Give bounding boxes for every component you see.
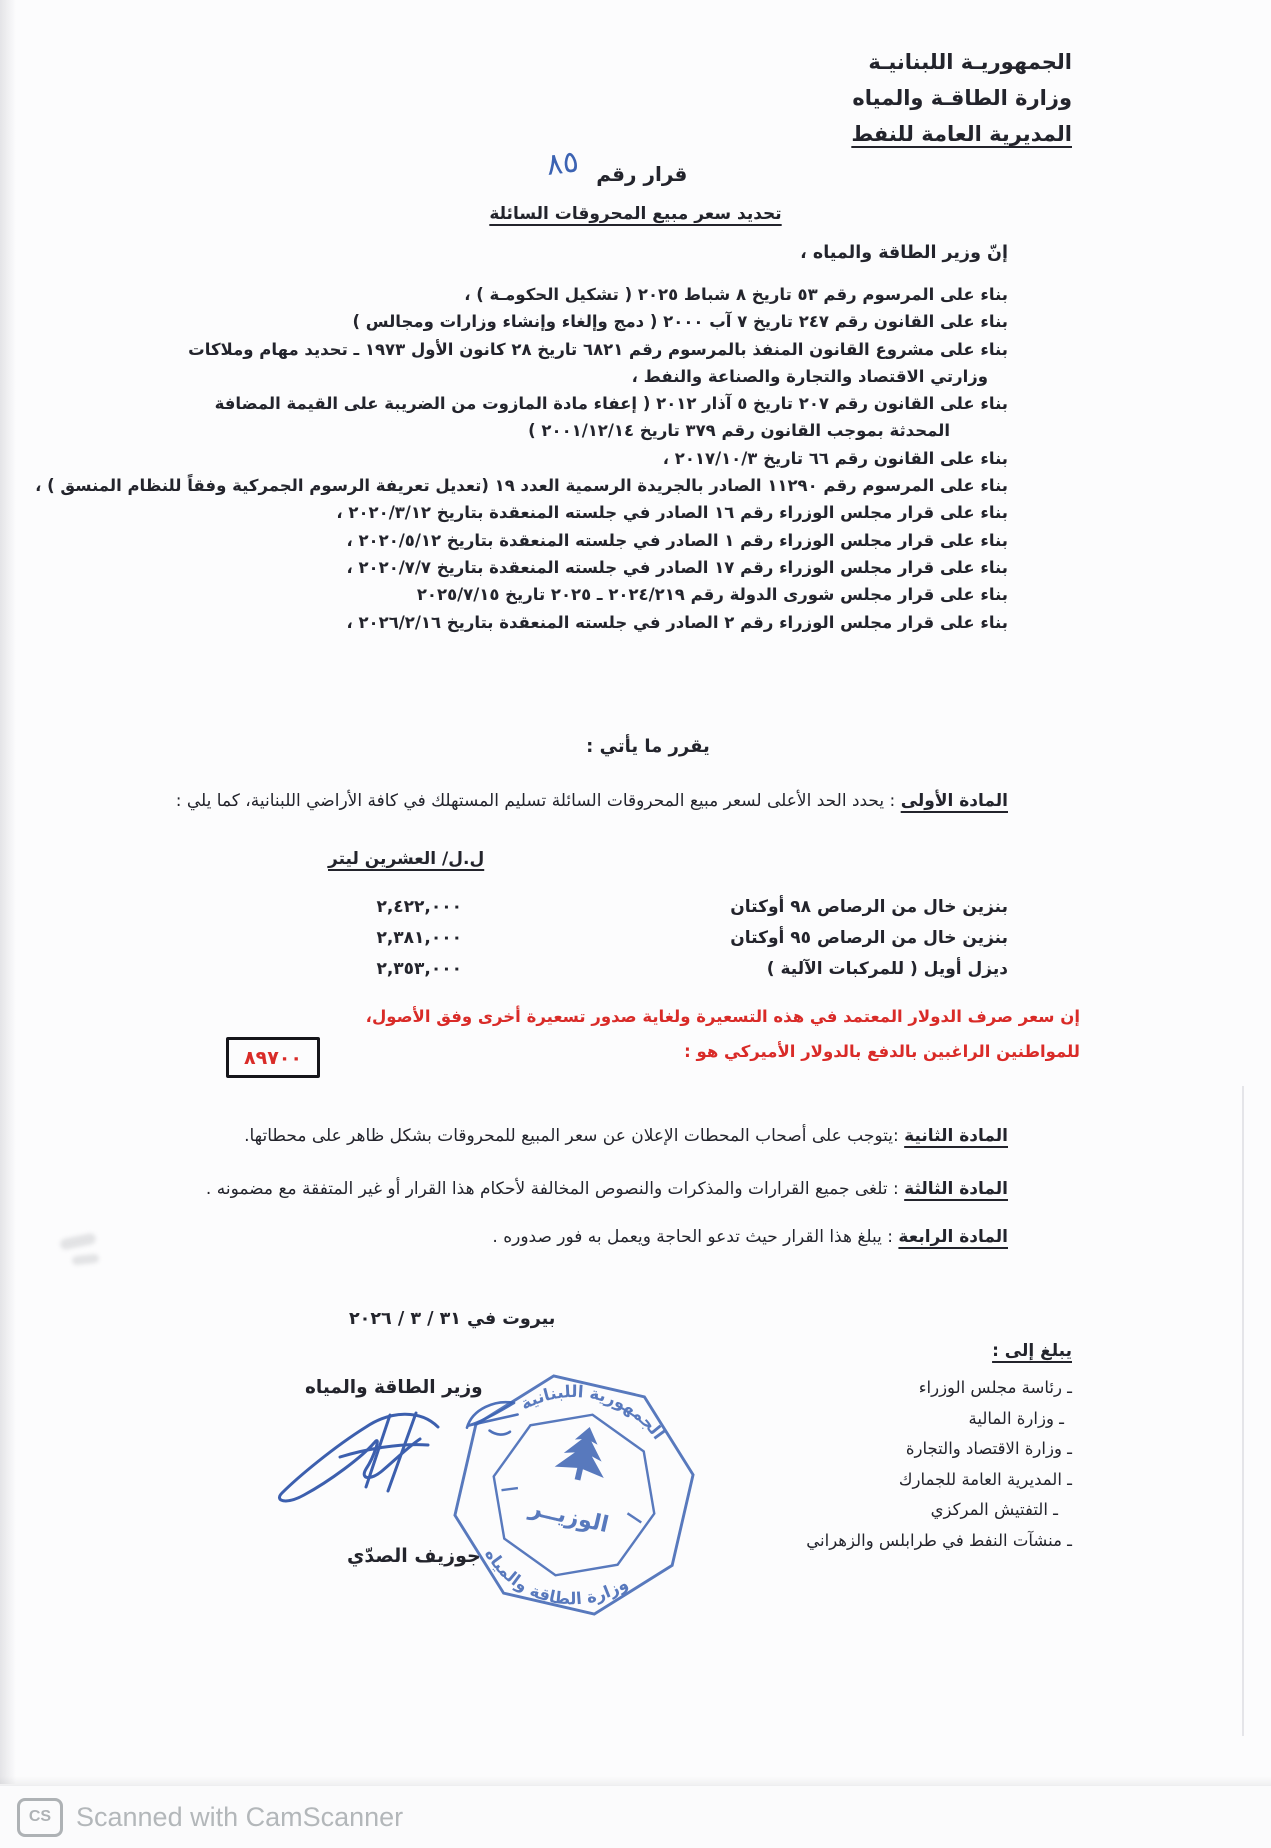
article-1	[176, 791, 1008, 811]
scan-shadow-left	[0, 0, 16, 1784]
preamble-line: بناء على قرار مجلس الوزراء رقم ١٦ الصادر في جلسته المنعقدة بتاريخ ٢٠٢٠/٣/١٢ ،	[336, 503, 1008, 523]
decision-title-label: قرار رقم	[596, 162, 688, 186]
article-2-label: المادة الثانية	[904, 1126, 1008, 1146]
distribution-item: ـ رئاسة مجلس الوزراء	[918, 1378, 1072, 1397]
stamp-dash	[626, 1513, 642, 1522]
product-price: ٢,٣٥٣,٠٠٠	[376, 959, 462, 979]
stamp-dash	[501, 1485, 517, 1494]
letterhead-republic: الجمهوريـة اللبنانيـة	[868, 50, 1072, 74]
scan-artifact-line	[1242, 1086, 1244, 1736]
preamble-line: بناء على قرار مجلس الوزراء رقم ١٧ الصادر في جلسته المنعقدة بتاريخ ٢٠٢٠/٧/٧ ،	[346, 557, 1008, 577]
camscanner-footer	[0, 1785, 1271, 1848]
preamble-line: بناء على المرسوم رقم ١١٢٩٠ الصادر بالجريدة الرسمية العدد ١٩ (تعديل تعريفة الرسوم الجمركية وفقاً للنظام المنسق ) ،	[35, 476, 1008, 496]
product-name: بنزين خال من الرصاص ٩٨ أوكتان	[730, 897, 1008, 917]
exchange-rate-note-line2: للمواطنين الراغبين بالدفع بالدولار الأميركي هو :	[684, 1042, 1080, 1061]
preamble	[35, 281, 1008, 636]
preamble-line: بناء على القانون رقم ٢٤٧ تاريخ ٧ آب ٢٠٠٠ ( دمج وإلغاء وإنشاء وزارات ومجالس )	[352, 312, 1008, 332]
distribution-heading	[992, 1341, 1072, 1361]
decision-title	[544, 144, 688, 190]
distribution-item: ـ التفتيش المركزي	[930, 1500, 1058, 1519]
product-name: بنزين خال من الرصاص ٩٥ أوكتان	[730, 928, 1008, 948]
cedar-tree-icon	[553, 1421, 614, 1485]
scan-smudge	[59, 1232, 97, 1250]
fuel-products-column	[730, 892, 1008, 985]
stamp-center-text: الوزيــر	[527, 1494, 612, 1539]
distribution-item: ـ منشآت النفط في طرابلس والزهراني	[806, 1530, 1072, 1550]
price-unit-header	[328, 849, 484, 869]
exchange-rate-note-line1: إن سعر صرف الدولار المعتمد في هذه التسعيرة ولغاية صدور تسعيرة أخرى وفق الأصول،	[365, 1007, 1080, 1026]
minister-signature-ink	[270, 1399, 445, 1514]
exchange-rate-value: ٨٩٧٠٠	[244, 1046, 302, 1069]
fuel-prices-column	[350, 892, 462, 985]
camscanner-logo-text: CS	[28, 1808, 52, 1825]
article-2	[244, 1126, 1008, 1146]
distribution-item: ـ وزارة الاقتصاد والتجارة	[905, 1439, 1072, 1458]
preamble-line: بناء على القانون رقم ٢٠٧ تاريخ ٥ آذار ٢٠١٢ ( إعفاء مادة المازوت من الضريبة على القيمة المضافة	[214, 394, 1008, 414]
camscanner-logo-icon	[17, 1798, 63, 1837]
article-3-label: المادة الثالثة	[904, 1179, 1008, 1199]
decision-heading: يقرر ما يأتي :	[586, 736, 710, 757]
signatory-name: جوزيف الصدّي	[347, 1545, 481, 1567]
preamble-line: المحدثة بموجب القانون رقم ٣٧٩ تاريخ ٢٠٠١/١٢/١٤ )	[528, 421, 950, 441]
preamble-line: بناء على قرار مجلس الوزراء رقم ١ الصادر في جلسته المنعقدة بتاريخ ٢٠٢٠/٥/١٢ ،	[346, 530, 1008, 550]
distribution-heading-text: يبلغ إلى :	[992, 1341, 1072, 1361]
product-price: ٢,٤٢٢,٠٠٠	[376, 897, 462, 917]
preamble-line: بناء على قرار مجلس شورى الدولة رقم ٢٠٢٤/٢١٩ ـ ٢٠٢٥ تاريخ ٢٠٢٥/٧/١٥	[416, 585, 1008, 605]
distribution-list	[806, 1373, 1072, 1556]
product-price: ٢,٣٨١,٠٠٠	[376, 928, 462, 948]
distribution-item: ـ وزارة المالية	[968, 1408, 1064, 1428]
exchange-rate-note	[366, 999, 1080, 1069]
decision-number-handwritten: ٨٥	[544, 144, 581, 183]
decision-subtitle-text: تحديد سعر مبيع المحروقات السائلة	[489, 204, 782, 224]
article-1-label: المادة الأولى	[900, 791, 1008, 811]
letterhead-directorate: المديرية العامة للنفط	[851, 122, 1072, 146]
preamble-line: بناء على القانون رقم ٦٦ تاريخ ٢٠١٧/١٠/٣ ،	[662, 448, 1008, 468]
preamble-line: بناء على قرار مجلس الوزراء رقم ٢ الصادر في جلسته المنعقدة بتاريخ ٢٠٢٦/٢/١٦ ،	[346, 612, 1008, 632]
letterhead	[851, 44, 1072, 152]
article-4-text: : يبلغ هذا القرار حيث تدعو الحاجة ويعمل به فور صدوره .	[492, 1227, 899, 1247]
preamble-line: بناء على مشروع القانون المنفذ بالمرسوم رقم ٦٨٢١ تاريخ ٢٨ كانون الأول ١٩٧٣ ـ تحديد مهام وملاكات	[188, 339, 1008, 359]
stamp-ring-bottom-text: وزارة الطاقة والمياه	[481, 1545, 632, 1609]
preamble-intro: إنّ وزير الطاقة والمياه ،	[800, 243, 1008, 263]
signatory-title: وزير الطاقة والمياه	[305, 1377, 483, 1398]
exchange-rate-box	[226, 1037, 320, 1078]
stamp-ring-top-text: الجمهورية اللبنانية	[517, 1382, 669, 1443]
article-2-text: :يتوجب على أصحاب المحطات الإعلان عن سعر المبيع للمحروقات بشكل ظاهر على محطاتها.	[244, 1126, 905, 1146]
price-unit-header-text: ل.ل/ العشرين ليتر	[328, 849, 485, 869]
article-4	[492, 1227, 1008, 1247]
camscanner-footer-text: Scanned with CamScanner	[76, 1801, 404, 1832]
article-4-label: المادة الرابعة	[898, 1227, 1008, 1247]
letterhead-ministry: وزارة الطاقـة والمياه	[852, 86, 1072, 110]
preamble-line: بناء على المرسوم رقم ٥٣ تاريخ ٨ شباط ٢٠٢٥ ( تشكيل الحكومـة ) ،	[464, 285, 1008, 304]
preamble-line: وزارتي الاقتصاد والتجارة والصناعة والنفط ،	[631, 366, 988, 386]
article-3	[206, 1179, 1008, 1199]
scan-smudge	[72, 1254, 100, 1266]
stamp-outer-octagon	[440, 1361, 707, 1628]
article-1-text: : يحدد الحد الأعلى لسعر مبيع المحروقات السائلة تسليم المستهلك في كافة الأراضي اللبنانية، كما يلي :	[175, 791, 901, 811]
issue-place-date: بيروت في ٣١ / ٣ / ٢٠٢٦	[349, 1309, 556, 1329]
distribution-item: ـ المديرية العامة للجمارك	[898, 1469, 1072, 1489]
product-name: ديزل أويل ( للمركبات الآلية )	[766, 959, 1008, 979]
decision-subtitle	[0, 204, 1271, 224]
article-3-text: : تلغى جميع القرارات والمذكرات والنصوص المخالفة لأحكام هذا القرار أو غير المتفقة مع مضمونه .	[205, 1179, 905, 1199]
